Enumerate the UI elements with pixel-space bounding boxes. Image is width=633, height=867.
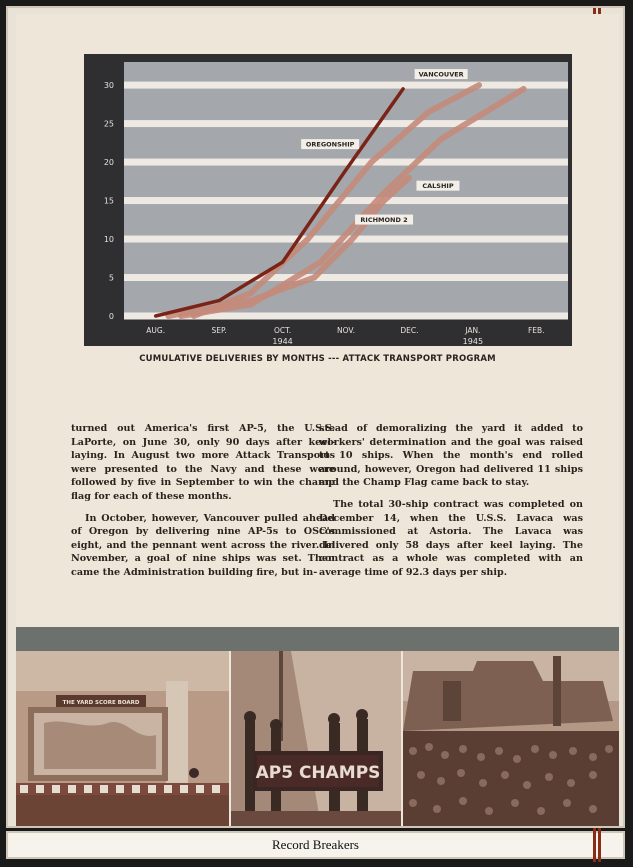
x-tick-label: OCT. <box>273 326 292 335</box>
ship-crowd-photo <box>403 651 619 826</box>
paragraph: In October, however, Vancouver pulled ahead of Oregon by delivering nine AP-5s to OSC's eight, and the pennant went across the river. In November, a goal of nine ships was set. Then came the Administration building fire, but in- <box>71 512 335 578</box>
scoreboard-photo <box>16 651 229 826</box>
y-tick-label: 30 <box>103 81 114 91</box>
page-frame <box>6 6 625 828</box>
grid-stripe <box>124 120 568 127</box>
y-tick-label: 25 <box>103 119 114 129</box>
document-page <box>16 14 619 826</box>
divider-band <box>16 627 619 651</box>
x-tick-label: AUG. <box>146 326 166 335</box>
series-label: RICHMOND 2 <box>360 216 408 225</box>
grid-stripe <box>124 159 568 166</box>
series-label: OREGONSHIP <box>305 140 355 149</box>
year-label: 1945 <box>462 337 484 346</box>
year-label: 1944 <box>272 337 293 346</box>
paragraph: The total 30-ship contract was completed on December 14, when the U.S.S. Lavaca was commissioned at Astoria. The Lavaca was delivered only 58 days after keel laying. The contract as a whole was completed with an average time of 92.3 days per ship. <box>319 498 583 578</box>
paragraph: stead of demoralizing the yard it added to workers' determination and the goal was raised to 10 ships. When the month's end rolled around, however, Oregon had delivered 11 ships and the Champ Flag came back to stay. <box>319 423 583 489</box>
y-tick-label: 20 <box>103 158 114 168</box>
x-tick-label: SEP. <box>211 326 227 335</box>
x-tick-label: JAN. <box>465 326 481 335</box>
caption-bar <box>6 831 625 859</box>
text-column-left <box>71 422 335 588</box>
chart-title: CUMULATIVE DELIVERIES BY MONTHS --- ATTACK TRANSPORT PROGRAM <box>139 354 496 364</box>
y-tick-label: 5 <box>108 273 114 283</box>
text-column-right <box>319 422 583 588</box>
banner-label: AP5 CHAMPS <box>255 763 381 783</box>
grid-stripe <box>124 82 568 89</box>
x-tick-label: NOV. <box>337 326 355 335</box>
x-tick-label: DEC. <box>400 326 419 335</box>
series-label: VANCOUVER <box>418 70 464 79</box>
y-tick-label: 15 <box>103 196 114 206</box>
caption-text: Record Breakers <box>272 837 359 852</box>
champs-banner-photo <box>231 651 401 826</box>
y-tick-label: 10 <box>103 235 114 245</box>
chart-svg <box>84 54 572 346</box>
x-tick-label: FEB. <box>527 326 545 335</box>
sign-label: THE YARD SCORE BOARD <box>62 700 140 706</box>
y-tick-label: 0 <box>108 312 114 321</box>
series-label: CALSHIP <box>422 182 454 191</box>
footer-ornament <box>593 828 603 862</box>
paragraph: turned out America's first AP-5, the U.S.S. LaPorte, on June 30, only 90 days after keel-laying. In August two more Attack Transports were presented to the Navy and these were followed by five in September to win the champ flag for each of these months. <box>71 423 335 502</box>
grid-stripe <box>124 274 568 281</box>
deliveries-chart <box>84 54 572 346</box>
photo-strip <box>16 651 619 826</box>
grid-stripe <box>124 197 568 204</box>
